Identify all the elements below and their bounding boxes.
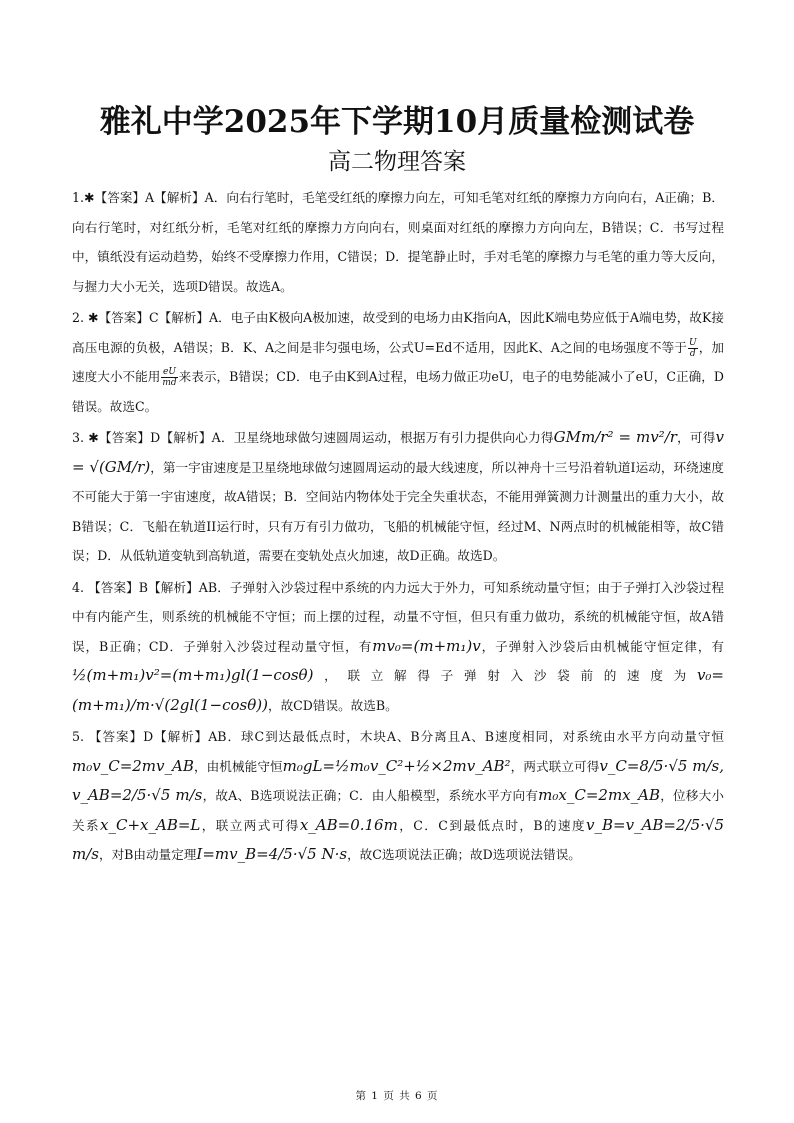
fraction-numerator: U (689, 337, 697, 348)
formula-momentum: mv₀=(m+m₁)v (372, 636, 481, 655)
fraction-denominator: d (689, 348, 696, 359)
formula-orbit-speed: v = √(GM/r) (72, 428, 724, 476)
page-title: 雅礼中学2025年下学期10月质量检测试卷 (99, 104, 695, 140)
formula-velocities: v_C=8/5·√5 m/s, v_AB=2/5·√5 m/s (72, 756, 725, 804)
answer-q4-part4: ，故CD错误。故选B。 (267, 697, 398, 713)
answer-q5-part4: ，故A、B选项说法正确；C．由人船模型，系统水平方向有 (202, 788, 539, 803)
answer-q2-part1: 2. ✱【答案】C【解析】A．电子由K极向A极加速，故受到的电场力由K指向A，因此K端电势应低于A端电势，故K接高压电源的负极，A错误；B．K、A之间是非匀强电场，公式U=Ed不适用，因此K、A之间的电场强度不等于 (72, 310, 724, 355)
fraction-numerator: eU (163, 367, 176, 377)
answer-q3-part1: 3. ✱【答案】D【解析】A．卫星绕地球做匀速圆周运动，根据万有引力提供向心力得 (72, 430, 554, 445)
formula-xab: x_AB=0.16m (299, 815, 398, 834)
answer-q5-part1: 5. 【答案】D【解析】AB．球C到达最低点时，木块A、B分离且A、B速度相同，对系统由水平方向动量守恒 (72, 729, 724, 744)
answer-q3 (72, 423, 724, 571)
answer-q2-part3: 来表示，B错误；CD．电子由K到A过程，电场力做正功eU，电子的电势能减小了eU，C正确，D错误。故选C。 (72, 369, 725, 414)
answer-q5-part7: ，C．C到最低点时，B的速度 (397, 817, 587, 833)
answer-q1 (72, 183, 724, 301)
fraction-u-over-d (688, 338, 698, 359)
formula-impulse: I=mv_B=4/5·√5 N·s (196, 845, 348, 863)
answer-q5-part6: ，联立两式可得 (200, 817, 300, 833)
answer-body (72, 183, 724, 870)
formula-vb: v_B=v_AB=2/5·√5 m/s (72, 815, 725, 863)
page-subtitle: 高二物理答案 (328, 149, 466, 175)
formula-energy: ½(m+m₁)v²=(m+m₁)gl(1−cosθ) (72, 666, 314, 684)
answer-q4 (72, 573, 724, 721)
answer-q5-part3: ，两式联立可得 (510, 758, 600, 774)
answer-q3-part2: ，可得 (676, 430, 716, 445)
formula-displacement-sum: x_C+x_AB=L (100, 815, 201, 834)
answer-q4-part2: ，子弹射入沙袋后由机械能守恒定律，有 (480, 638, 724, 654)
answer-q3-part3: ，第一宇宙速度是卫星绕地球做匀速圆周运动的最大线速度，所以神舟十三号沿着轨道I运动，环绕速度不可能大于第一宇宙速度，故A错误；B．空间站内物体处于完全失重状态，不能用弹簧测力计测量出的重力大小，故B错误；C．飞船在轨道II运行时，只有万有引力做功，飞船的机械能守恒，经过M、N两点时的机械能相等，故C错误；D．从低轨道变轨到高轨道，需要在变轨处点火加速，故D正确。故选D。 (72, 459, 724, 563)
answer-q5-part9: ，故C选项说法正确；故D选项说法错误。 (347, 847, 581, 862)
fraction-denominator: md (162, 378, 177, 388)
fraction-eu-over-md (161, 367, 177, 388)
formula-displacement-momentum: m₀x_C=2mx_AB (538, 786, 660, 804)
answer-q4-part3: ，联立解得子弹射入沙袋前的速度为 (313, 668, 697, 683)
formula-momentum-horizontal: m₀v_C=2mv_AB (72, 756, 194, 775)
page-number: 第 1 页 共 6 页 (355, 1090, 439, 1102)
formula-gravity: GMm/r² = mv²/r (553, 428, 677, 446)
answer-q5-part8: ，对B由动量定理 (98, 847, 197, 862)
answer-q2-part2: ，加速度大小不能用 (72, 339, 725, 384)
answer-q5-part5: ，位移大小关系 (72, 788, 724, 833)
answer-q5-part2: ，由机械能守恒 (193, 758, 283, 774)
answer-q2 (72, 303, 724, 421)
answer-q5 (72, 722, 724, 870)
answer-q1-text: 1.✱【答案】A【解析】A．向右行笔时，毛笔受红纸的摩擦力向左，可知毛笔对红纸的摩擦力方向向右，A正确；B．向右行笔时，对红纸分析，毛笔对红纸的摩擦力方向向右，则桌面对红纸的摩擦力方向向左，B错误；C．书写过程中，镇纸没有运动趋势，始终不受摩擦力作用，C错误；D．提笔静止时，手对毛笔的摩擦力与毛笔的重力等大反向，与握力大小无关，选项D错误。故选A。 (72, 190, 724, 294)
formula-bullet-speed: v₀=(m+m₁)/m·√(2gl(1−cosθ)) (72, 666, 724, 714)
formula-energy-conservation: m₀gL=½m₀v_C²+½×2mv_AB² (282, 756, 511, 775)
answer-q4-part1: 4. 【答案】B【解析】AB．子弹射入沙袋过程中系统的内力远大于外力，可知系统动量守恒；由于子弹打入沙袋过程中有内能产生，则系统的机械能不守恒；而上摆的过程，动量不守恒，但只有重力做功，系统的机械能守恒，故A错误，B正确；CD．子弹射入沙袋过程动量守恒，有 (72, 579, 724, 654)
